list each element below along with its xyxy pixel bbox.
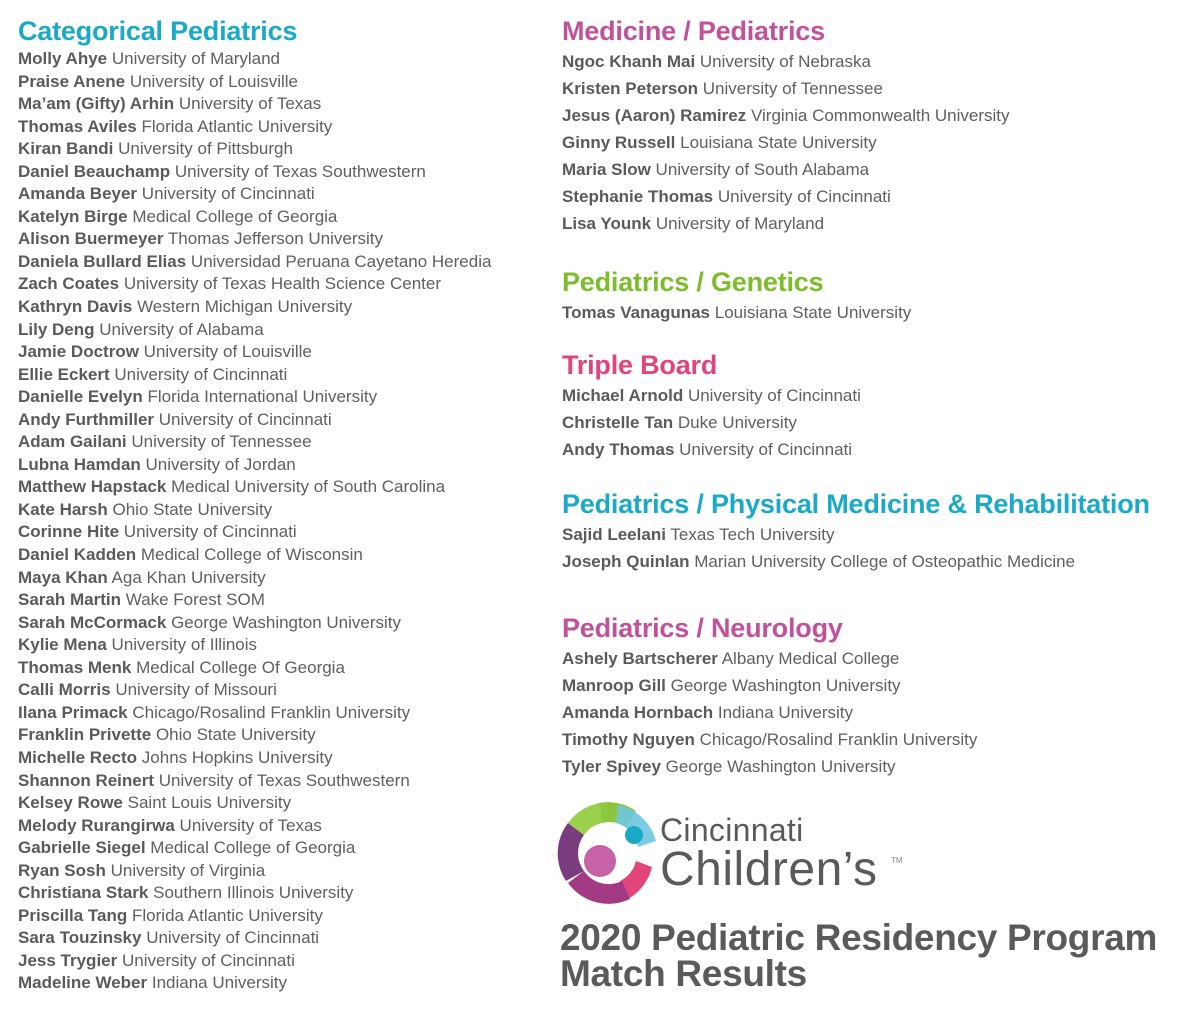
- resident-name: Kathryn Davis: [18, 297, 133, 317]
- resident-school: Marian University College of Osteopathic Medicine: [694, 552, 1076, 571]
- resident-entry: [18, 860, 548, 883]
- resident-list-triple-board: [562, 382, 1192, 463]
- section-title-neurology: Pediatrics / Neurology: [562, 613, 843, 643]
- resident-school: Universidad Peruana Cayetano Heredia: [190, 251, 492, 271]
- resident-name: Sarah McCormack: [18, 612, 167, 632]
- resident-entry: [562, 129, 1192, 156]
- resident-name: Lubna Hamdan: [18, 454, 141, 474]
- page-title-line2: Match Results: [560, 953, 807, 994]
- resident-school: George Washington University: [670, 676, 901, 695]
- resident-school: Florida International University: [147, 387, 378, 407]
- section-title-pmr: Pediatrics / Physical Medicine & Rehabilitation: [562, 489, 1150, 519]
- resident-entry: [562, 521, 1192, 548]
- section-title-triple-board: Triple Board: [562, 350, 718, 380]
- resident-entry: [18, 815, 548, 838]
- resident-name: Kristen Peterson: [562, 79, 699, 98]
- right-column: [562, 14, 1192, 806]
- resident-name: Jess Trygier: [18, 950, 118, 970]
- resident-name: Andy Furthmiller: [18, 409, 155, 429]
- resident-school: University of Cincinnati: [146, 928, 320, 948]
- section-genetics: [562, 265, 1192, 326]
- resident-entry: [18, 206, 548, 229]
- section-categorical: [18, 14, 548, 995]
- resident-entry: [18, 386, 548, 409]
- resident-school: University of Texas Health Science Center: [123, 274, 441, 294]
- resident-entry: [18, 679, 548, 702]
- resident-name: Jamie Doctrow: [18, 342, 139, 362]
- resident-name: Michelle Recto: [18, 747, 138, 767]
- resident-school: University of Virginia: [110, 860, 266, 880]
- resident-entry: [18, 612, 548, 635]
- resident-name: Ma’am (Gifty) Arhin: [18, 94, 175, 114]
- resident-name: Kelsey Rowe: [18, 793, 123, 813]
- resident-entry: [18, 589, 548, 612]
- resident-name: Lily Deng: [18, 319, 95, 339]
- resident-school: Albany Medical College: [721, 649, 900, 668]
- resident-school: University of Nebraska: [699, 52, 871, 71]
- resident-entry: [18, 454, 548, 477]
- resident-school: Chicago/Rosalind Franklin University: [699, 730, 978, 749]
- resident-school: University of Cincinnati: [687, 386, 861, 405]
- logo-wordmark-line1: Cincinnati: [660, 812, 804, 848]
- page-title-line1: 2020 Pediatric Residency Program: [560, 917, 1158, 958]
- resident-school: Medical College Of Georgia: [136, 657, 345, 677]
- resident-name: Molly Ahye: [18, 49, 108, 68]
- resident-name: Joseph Quinlan: [562, 552, 690, 571]
- resident-school: University of Cincinnati: [114, 364, 288, 384]
- resident-name: Stephanie Thomas: [562, 187, 714, 206]
- resident-name: Kiran Bandi: [18, 139, 114, 159]
- section-title-med-peds: Medicine / Pediatrics: [562, 16, 825, 46]
- resident-list-neurology: [562, 645, 1192, 780]
- resident-entry: [562, 102, 1192, 129]
- resident-school: University of Maryland: [111, 49, 281, 68]
- resident-school: Chicago/Rosalind Franklin University: [132, 702, 411, 722]
- section-pmr: [562, 487, 1192, 575]
- resident-entry: [18, 770, 548, 793]
- page-title: [560, 917, 1200, 994]
- resident-name: Praise Anene: [18, 71, 126, 91]
- resident-entry: [18, 972, 548, 995]
- resident-entry: [18, 409, 548, 432]
- resident-entry: [18, 544, 548, 567]
- resident-list-med-peds: [562, 48, 1192, 237]
- resident-entry: [18, 71, 548, 94]
- resident-school: Indiana University: [151, 973, 287, 993]
- resident-name: Gabrielle Siegel: [18, 838, 146, 858]
- resident-school: Johns Hopkins University: [141, 747, 333, 767]
- resident-entry: [562, 699, 1192, 726]
- resident-entry: [18, 927, 548, 950]
- resident-school: George Washington University: [665, 757, 896, 776]
- resident-school: University of Texas Southwestern: [174, 161, 426, 181]
- resident-name: Tomas Vanagunas: [562, 303, 711, 322]
- resident-school: University of Cincinnati: [141, 184, 315, 204]
- resident-school: University of South Alabama: [655, 160, 870, 179]
- resident-school: Texas Tech University: [670, 525, 835, 544]
- resident-school: University of Missouri: [115, 680, 277, 700]
- resident-school: Western Michigan University: [137, 297, 353, 317]
- resident-entry: [18, 183, 548, 206]
- resident-school: Ohio State University: [112, 499, 273, 519]
- section-title-genetics: Pediatrics / Genetics: [562, 267, 824, 297]
- resident-name: Amanda Hornbach: [562, 703, 714, 722]
- resident-school: Thomas Jefferson University: [167, 229, 384, 249]
- resident-entry: [18, 341, 548, 364]
- resident-school: University of Alabama: [99, 319, 264, 339]
- resident-name: Kylie Mena: [18, 635, 107, 655]
- resident-entry: [562, 48, 1192, 75]
- logo-trademark: TM: [891, 856, 903, 865]
- resident-name: Danielle Evelyn: [18, 387, 143, 407]
- resident-name: Ashely Bartscherer: [562, 649, 718, 668]
- resident-name: Kate Harsh: [18, 499, 108, 519]
- resident-school: Aga Khan University: [111, 567, 266, 587]
- resident-school: University of Pittsburgh: [118, 139, 293, 159]
- resident-name: Christelle Tan: [562, 413, 674, 432]
- resident-name: Manroop Gill: [562, 676, 666, 695]
- resident-name: Franklin Privette: [18, 725, 152, 745]
- resident-name: Daniel Kadden: [18, 545, 137, 565]
- resident-entry: [18, 273, 548, 296]
- resident-entry: [562, 299, 1192, 326]
- resident-school: Ohio State University: [155, 725, 316, 745]
- resident-school: University of Cincinnati: [679, 440, 853, 459]
- resident-name: Sara Touzinsky: [18, 928, 142, 948]
- resident-name: Adam Gailani: [18, 432, 127, 452]
- resident-school: Wake Forest SOM: [125, 590, 265, 610]
- resident-school: University of Cincinnati: [717, 187, 891, 206]
- resident-school: Indiana University: [717, 703, 853, 722]
- resident-entry: [18, 882, 548, 905]
- resident-name: Daniela Bullard Elias: [18, 251, 187, 271]
- resident-school: University of Tennessee: [131, 432, 312, 452]
- resident-name: Maria Slow: [562, 160, 651, 179]
- resident-name: Melody Rurangirwa: [18, 815, 175, 835]
- resident-school: Medical University of South Carolina: [171, 477, 446, 497]
- resident-entry: [18, 228, 548, 251]
- logo-wordmark-line2: Children’s: [660, 843, 878, 896]
- resident-school: University of Tennessee: [702, 79, 883, 98]
- resident-entry: [18, 521, 548, 544]
- resident-entry: [18, 251, 548, 274]
- resident-entry: [18, 431, 548, 454]
- resident-entry: [562, 409, 1192, 436]
- resident-list-genetics: [562, 299, 1192, 326]
- resident-entry: [18, 837, 548, 860]
- resident-entry: [18, 48, 548, 71]
- resident-name: Ginny Russell: [562, 133, 676, 152]
- resident-school: Saint Louis University: [127, 793, 292, 813]
- resident-school: University of Illinois: [111, 635, 258, 655]
- resident-name: Ilana Primack: [18, 702, 128, 722]
- resident-name: Matthew Hapstack: [18, 477, 167, 497]
- resident-name: Shannon Reinert: [18, 770, 155, 790]
- resident-entry: [562, 548, 1192, 575]
- resident-entry: [18, 702, 548, 725]
- resident-entry: [562, 645, 1192, 672]
- resident-entry: [18, 476, 548, 499]
- left-column: [18, 14, 548, 1021]
- resident-school: George Washington University: [171, 612, 401, 632]
- section-med-peds: [562, 14, 1192, 237]
- resident-school: University of Texas: [179, 815, 322, 835]
- section-triple-board: [562, 348, 1192, 463]
- resident-list-categorical: [18, 48, 548, 995]
- resident-school: University of Jordan: [145, 454, 296, 474]
- resident-entry: [18, 93, 548, 116]
- resident-name: Daniel Beauchamp: [18, 161, 171, 181]
- resident-name: Alison Buermeyer: [18, 229, 164, 249]
- resident-entry: [18, 499, 548, 522]
- resident-entry: [562, 753, 1192, 780]
- resident-entry: [18, 724, 548, 747]
- resident-name: Lisa Younk: [562, 214, 652, 233]
- resident-name: Christiana Stark: [18, 883, 149, 903]
- resident-entry: [18, 161, 548, 184]
- section-title-categorical: Categorical Pediatrics: [18, 16, 298, 46]
- resident-name: Andy Thomas: [562, 440, 675, 459]
- resident-entry: [18, 792, 548, 815]
- resident-school: University of Texas: [178, 94, 322, 114]
- resident-entry: [562, 436, 1192, 463]
- resident-name: Priscilla Tang: [18, 905, 128, 925]
- resident-school: Florida Atlantic University: [132, 905, 323, 925]
- resident-name: Sarah Martin: [18, 590, 121, 610]
- resident-name: Amanda Beyer: [18, 184, 138, 204]
- resident-school: Medical College of Wisconsin: [140, 545, 363, 565]
- resident-entry: [18, 905, 548, 928]
- resident-entry: [18, 319, 548, 342]
- section-neurology: [562, 611, 1192, 780]
- resident-entry: [18, 364, 548, 387]
- resident-school: University of Cincinnati: [121, 950, 295, 970]
- resident-name: Thomas Aviles: [18, 116, 137, 136]
- resident-entry: [18, 138, 548, 161]
- resident-list-pmr: [562, 521, 1192, 575]
- resident-entry: [18, 116, 548, 139]
- resident-entry: [18, 634, 548, 657]
- resident-name: Ellie Eckert: [18, 364, 110, 384]
- resident-name: Calli Morris: [18, 680, 111, 700]
- resident-school: University of Texas Southwestern: [158, 770, 410, 790]
- resident-entry: [562, 382, 1192, 409]
- resident-school: Duke University: [677, 413, 797, 432]
- resident-school: Louisiana State University: [714, 303, 912, 322]
- resident-entry: [562, 726, 1192, 753]
- resident-name: Tyler Spivey: [562, 757, 661, 776]
- resident-name: Maya Khan: [18, 567, 108, 587]
- resident-name: Ngoc Khanh Mai: [562, 52, 696, 71]
- resident-entry: [562, 672, 1192, 699]
- resident-name: Corinne Hite: [18, 522, 120, 542]
- resident-name: Jesus (Aaron) Ramirez: [562, 106, 747, 125]
- resident-school: Virginia Commonwealth University: [750, 106, 1010, 125]
- resident-school: Medical College of Georgia: [132, 206, 338, 226]
- resident-school: University of Maryland: [655, 214, 825, 233]
- resident-name: Sajid Leelani: [562, 525, 666, 544]
- resident-name: Katelyn Birge: [18, 206, 128, 226]
- resident-entry: [18, 747, 548, 770]
- resident-school: University of Louisville: [143, 342, 312, 362]
- resident-school: University of Louisville: [129, 71, 299, 91]
- resident-name: Zach Coates: [18, 274, 120, 294]
- resident-name: Ryan Sosh: [18, 860, 106, 880]
- resident-school: University of Cincinnati: [123, 522, 297, 542]
- resident-name: Thomas Menk: [18, 657, 132, 677]
- resident-entry: [562, 183, 1192, 210]
- resident-school: Florida Atlantic University: [141, 116, 333, 136]
- resident-entry: [18, 950, 548, 973]
- resident-school: Medical College of Georgia: [150, 838, 356, 858]
- resident-name: Timothy Nguyen: [562, 730, 695, 749]
- resident-entry: [562, 75, 1192, 102]
- resident-entry: [562, 156, 1192, 183]
- resident-entry: [18, 567, 548, 590]
- resident-entry: [18, 657, 548, 680]
- resident-name: Madeline Weber: [18, 973, 148, 993]
- resident-school: Southern Illinois University: [153, 883, 354, 903]
- resident-school: University of Cincinnati: [158, 409, 332, 429]
- resident-entry: [562, 210, 1192, 237]
- resident-name: Michael Arnold: [562, 386, 684, 405]
- resident-entry: [18, 296, 548, 319]
- resident-school: Louisiana State University: [680, 133, 877, 152]
